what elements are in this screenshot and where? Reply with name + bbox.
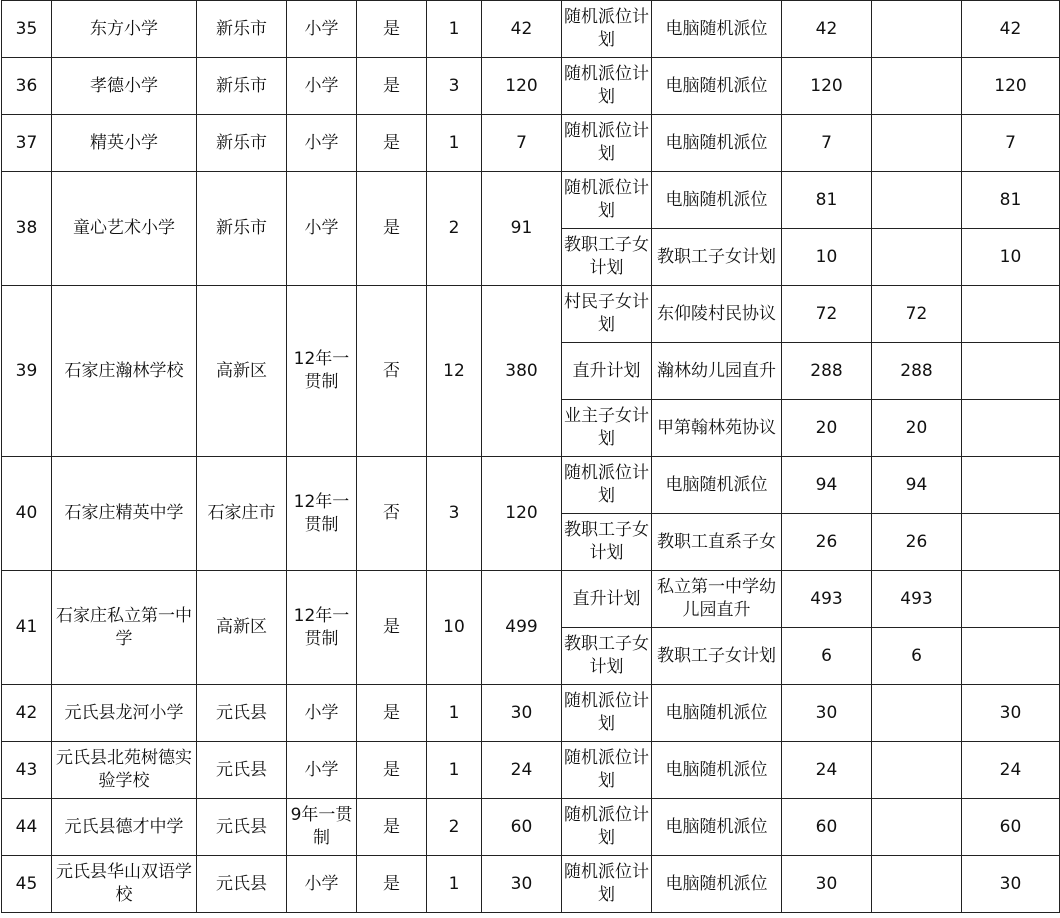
school-name: 石家庄瀚林学校 (52, 286, 197, 457)
plan-name: 随机派位计划 (562, 58, 652, 115)
district: 新乐市 (197, 1, 287, 58)
col10-value: 94 (872, 457, 962, 514)
school-type: 小学 (287, 856, 357, 913)
row-number: 39 (2, 286, 52, 457)
plan-source: 电脑随机派位 (652, 685, 782, 742)
row-number: 44 (2, 799, 52, 856)
district: 高新区 (197, 571, 287, 685)
table-row (2, 742, 1060, 799)
row-number: 35 (2, 1, 52, 58)
col11-value (962, 628, 1060, 685)
table-row (2, 799, 1060, 856)
plan-source: 电脑随机派位 (652, 115, 782, 172)
plan-name: 随机派位计划 (562, 115, 652, 172)
district: 新乐市 (197, 58, 287, 115)
class-count: 1 (427, 742, 482, 799)
col10-value: 26 (872, 514, 962, 571)
plan-source: 甲第翰林苑协议 (652, 400, 782, 457)
class-count: 1 (427, 115, 482, 172)
class-count: 2 (427, 799, 482, 856)
plan-count: 7 (782, 115, 872, 172)
plan-name: 随机派位计划 (562, 172, 652, 229)
school-name: 东方小学 (52, 1, 197, 58)
col11-value (962, 571, 1060, 628)
yes-no: 是 (357, 571, 427, 685)
total-count: 120 (482, 58, 562, 115)
plan-count: 10 (782, 229, 872, 286)
col10-value (872, 172, 962, 229)
class-count: 12 (427, 286, 482, 457)
row-number: 45 (2, 856, 52, 913)
row-number: 37 (2, 115, 52, 172)
yes-no: 是 (357, 799, 427, 856)
school-type: 9年一贯制 (287, 799, 357, 856)
col11-value (962, 457, 1060, 514)
plan-count: 6 (782, 628, 872, 685)
table-row (2, 286, 1060, 343)
plan-name: 教职工子女计划 (562, 229, 652, 286)
col10-value (872, 1, 962, 58)
plan-count: 26 (782, 514, 872, 571)
school-name: 精英小学 (52, 115, 197, 172)
plan-count: 94 (782, 457, 872, 514)
col11-value (962, 514, 1060, 571)
col11-value: 24 (962, 742, 1060, 799)
plan-count: 24 (782, 742, 872, 799)
plan-name: 随机派位计划 (562, 1, 652, 58)
col10-value (872, 229, 962, 286)
class-count: 3 (427, 58, 482, 115)
plan-source: 教职工子女计划 (652, 229, 782, 286)
plan-count: 72 (782, 286, 872, 343)
plan-source: 教职工直系子女 (652, 514, 782, 571)
col10-value (872, 58, 962, 115)
yes-no: 是 (357, 58, 427, 115)
school-type: 小学 (287, 742, 357, 799)
school-type: 小学 (287, 1, 357, 58)
school-name: 元氏县华山双语学校 (52, 856, 197, 913)
table-row (2, 172, 1060, 229)
district: 元氏县 (197, 742, 287, 799)
table-row (2, 1, 1060, 58)
plan-count: 42 (782, 1, 872, 58)
row-number: 41 (2, 571, 52, 685)
col10-value: 288 (872, 343, 962, 400)
plan-name: 随机派位计划 (562, 799, 652, 856)
col11-value (962, 343, 1060, 400)
table-row (2, 457, 1060, 514)
school-name: 孝德小学 (52, 58, 197, 115)
yes-no: 是 (357, 685, 427, 742)
col11-value: 42 (962, 1, 1060, 58)
total-count: 499 (482, 571, 562, 685)
district: 元氏县 (197, 685, 287, 742)
school-name: 石家庄精英中学 (52, 457, 197, 571)
total-count: 42 (482, 1, 562, 58)
total-count: 60 (482, 799, 562, 856)
col10-value: 6 (872, 628, 962, 685)
row-number: 36 (2, 58, 52, 115)
total-count: 120 (482, 457, 562, 571)
col10-value: 20 (872, 400, 962, 457)
district: 新乐市 (197, 115, 287, 172)
table-row (2, 571, 1060, 628)
table-row (2, 856, 1060, 913)
plan-name: 直升计划 (562, 571, 652, 628)
col11-value (962, 400, 1060, 457)
yes-no: 否 (357, 457, 427, 571)
plan-source: 瀚林幼儿园直升 (652, 343, 782, 400)
col11-value: 10 (962, 229, 1060, 286)
school-type: 12年一贯制 (287, 457, 357, 571)
plan-count: 288 (782, 343, 872, 400)
table-row (2, 115, 1060, 172)
plan-name: 教职工子女计划 (562, 628, 652, 685)
school-name: 童心艺术小学 (52, 172, 197, 286)
plan-source: 电脑随机派位 (652, 856, 782, 913)
plan-count: 60 (782, 799, 872, 856)
col10-value (872, 685, 962, 742)
row-number: 43 (2, 742, 52, 799)
plan-source: 电脑随机派位 (652, 172, 782, 229)
col10-value (872, 799, 962, 856)
col11-value: 30 (962, 685, 1060, 742)
col11-value: 7 (962, 115, 1060, 172)
plan-count: 120 (782, 58, 872, 115)
plan-count: 81 (782, 172, 872, 229)
school-name: 石家庄私立第一中学 (52, 571, 197, 685)
col11-value: 120 (962, 58, 1060, 115)
table-row (2, 58, 1060, 115)
plan-source: 电脑随机派位 (652, 799, 782, 856)
plan-name: 直升计划 (562, 343, 652, 400)
yes-no: 否 (357, 286, 427, 457)
yes-no: 是 (357, 1, 427, 58)
class-count: 2 (427, 172, 482, 286)
row-number: 40 (2, 457, 52, 571)
plan-source: 电脑随机派位 (652, 742, 782, 799)
school-type: 小学 (287, 172, 357, 286)
class-count: 1 (427, 856, 482, 913)
class-count: 1 (427, 685, 482, 742)
col10-value (872, 856, 962, 913)
col10-value: 493 (872, 571, 962, 628)
total-count: 30 (482, 685, 562, 742)
table-row (2, 685, 1060, 742)
total-count: 91 (482, 172, 562, 286)
school-type: 12年一贯制 (287, 571, 357, 685)
plan-name: 随机派位计划 (562, 457, 652, 514)
total-count: 24 (482, 742, 562, 799)
class-count: 1 (427, 1, 482, 58)
district: 元氏县 (197, 799, 287, 856)
plan-count: 30 (782, 856, 872, 913)
plan-source: 东仰陵村民协议 (652, 286, 782, 343)
class-count: 10 (427, 571, 482, 685)
plan-source: 电脑随机派位 (652, 1, 782, 58)
table-body (2, 1, 1060, 913)
school-name: 元氏县德才中学 (52, 799, 197, 856)
school-name: 元氏县北苑树德实验学校 (52, 742, 197, 799)
plan-source: 私立第一中学幼儿园直升 (652, 571, 782, 628)
total-count: 30 (482, 856, 562, 913)
school-type: 小学 (287, 685, 357, 742)
total-count: 380 (482, 286, 562, 457)
plan-source: 电脑随机派位 (652, 58, 782, 115)
plan-name: 教职工子女计划 (562, 514, 652, 571)
plan-name: 随机派位计划 (562, 742, 652, 799)
yes-no: 是 (357, 742, 427, 799)
yes-no: 是 (357, 856, 427, 913)
col11-value (962, 286, 1060, 343)
plan-source: 电脑随机派位 (652, 457, 782, 514)
plan-name: 村民子女计划 (562, 286, 652, 343)
school-type: 小学 (287, 58, 357, 115)
school-type: 12年一贯制 (287, 286, 357, 457)
yes-no: 是 (357, 172, 427, 286)
col11-value: 60 (962, 799, 1060, 856)
school-type: 小学 (287, 115, 357, 172)
enrollment-table (1, 0, 1060, 913)
col10-value (872, 742, 962, 799)
plan-name: 随机派位计划 (562, 685, 652, 742)
total-count: 7 (482, 115, 562, 172)
district: 元氏县 (197, 856, 287, 913)
district: 石家庄市 (197, 457, 287, 571)
col10-value: 72 (872, 286, 962, 343)
plan-name: 业主子女计划 (562, 400, 652, 457)
district: 新乐市 (197, 172, 287, 286)
plan-name: 随机派位计划 (562, 856, 652, 913)
col11-value: 81 (962, 172, 1060, 229)
plan-count: 493 (782, 571, 872, 628)
plan-count: 30 (782, 685, 872, 742)
class-count: 3 (427, 457, 482, 571)
district: 高新区 (197, 286, 287, 457)
col11-value: 30 (962, 856, 1060, 913)
yes-no: 是 (357, 115, 427, 172)
row-number: 42 (2, 685, 52, 742)
plan-source: 教职工子女计划 (652, 628, 782, 685)
col10-value (872, 115, 962, 172)
row-number: 38 (2, 172, 52, 286)
school-name: 元氏县龙河小学 (52, 685, 197, 742)
plan-count: 20 (782, 400, 872, 457)
